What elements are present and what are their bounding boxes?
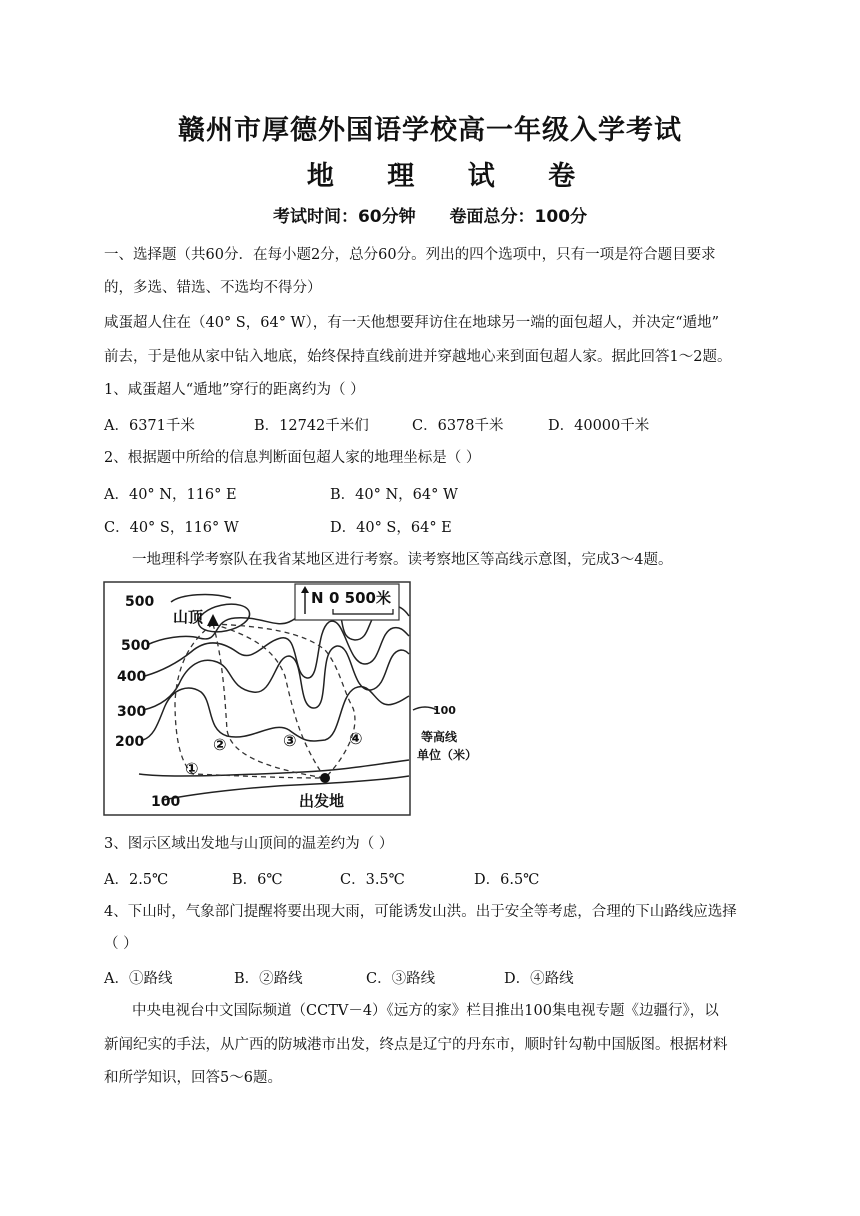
contour-label-400: 400 bbox=[117, 669, 147, 685]
route-1-label: ① bbox=[185, 759, 199, 778]
section-instructions: 一、选择题（共60分．在每小题2分，总分60分。列出的四个选项中，只有一项是符合题目要求 bbox=[104, 247, 716, 263]
passage-3-end: 和所学知识，回答5～6题。 bbox=[104, 1070, 282, 1086]
route-4-label: ④ bbox=[349, 729, 363, 748]
passage-1-cont: 前去，于是他从家中钻入地底，始终保持直线前进并穿越地心来到面包超人家。据此回答1～2题。 bbox=[104, 349, 732, 365]
passage-2: 一地理科学考察队在我省某地区进行考察。读考察地区等高线示意图，完成3～4题。 bbox=[132, 552, 673, 568]
passage-1: 咸蛋超人住在（40° S，64° W），有一天他想要拜访住在地球另一端的面包超人，并决定“遁地” bbox=[104, 315, 720, 331]
scale-label: 0 500米 bbox=[329, 589, 391, 607]
legend-line-2: 单位（米） bbox=[417, 748, 478, 762]
q3-option-a: A．2.5℃ bbox=[104, 872, 169, 888]
q2-option-b: B．40° N，64° W bbox=[330, 487, 458, 503]
q3-option-c: C．3.5℃ bbox=[340, 872, 405, 888]
start-label: 出发地 bbox=[299, 792, 345, 810]
q1-option-b: B．12742千米们 bbox=[254, 418, 369, 434]
route-2-label: ② bbox=[213, 735, 227, 754]
legend-contour-value: 100 bbox=[433, 704, 456, 717]
q1-option-a: A．6371千米 bbox=[104, 418, 195, 434]
question-4-stem: 4、下山时，气象部门提醒将要出现大雨，可能诱发山洪。出于安全等考虑，合理的下山路线应选择 bbox=[104, 904, 737, 920]
school-title: 赣州市厚德外国语学校高一年级入学考试 bbox=[178, 115, 682, 146]
passage-3: 中央电视台中文国际频道（CCTV－4）《远方的家》栏目推出100集电视专题《边疆行》，以 bbox=[132, 1003, 719, 1019]
q2-option-d: D．40° S，64° E bbox=[330, 520, 452, 536]
q3-option-b: B．6℃ bbox=[232, 872, 283, 888]
contour-label-100: 100 bbox=[151, 794, 181, 810]
question-1-stem: 1、咸蛋超人“遁地”穿行的距离约为（ ） bbox=[104, 382, 365, 398]
contour-label-500: 500 bbox=[121, 638, 151, 654]
q4-option-a: A．①路线 bbox=[104, 971, 173, 987]
legend-line-1: 等高线 bbox=[421, 730, 458, 744]
question-2-stem: 2、根据题中所给的信息判断面包超人家的地理坐标是（ ） bbox=[104, 450, 481, 466]
q1-option-c: C．6378千米 bbox=[412, 418, 504, 434]
total-score: 卷面总分：100分 bbox=[449, 207, 588, 227]
question-3-stem: 3、图示区域出发地与山顶间的温差约为（ ） bbox=[104, 836, 394, 852]
q4-option-b: B．②路线 bbox=[234, 971, 303, 987]
question-4-stem-cont: （ ） bbox=[104, 936, 138, 952]
contour-map bbox=[103, 580, 479, 818]
contour-label-300: 300 bbox=[117, 704, 147, 720]
q1-option-d: D．40000千米 bbox=[548, 418, 650, 434]
q2-option-c: C．40° S，116° W bbox=[104, 520, 239, 536]
q4-option-d: D．④路线 bbox=[504, 971, 574, 987]
q3-option-d: D．6.5℃ bbox=[474, 872, 540, 888]
passage-3-cont: 新闻纪实的手法，从广西的防城港市出发，终点是辽宁的丹东市，顺时针勾勒中国版图。根据材料 bbox=[104, 1037, 728, 1053]
q4-option-c: C．③路线 bbox=[366, 971, 436, 987]
q2-option-a: A．40° N，116° E bbox=[104, 487, 237, 503]
north-label: N bbox=[311, 589, 324, 607]
exam-time: 考试时间：60分钟 bbox=[272, 207, 416, 227]
start-point-icon bbox=[320, 773, 330, 783]
route-3-label: ③ bbox=[283, 731, 297, 750]
subject-title: 地 理 试 卷 bbox=[306, 161, 598, 192]
contour-label-500-top: 500 bbox=[125, 594, 155, 610]
contour-label-200: 200 bbox=[115, 734, 145, 750]
exam-info bbox=[0, 202, 860, 227]
section-instructions-cont: 的，多选、错选、不选均不得分） bbox=[104, 280, 322, 296]
peak-label: 山顶 bbox=[173, 608, 204, 626]
